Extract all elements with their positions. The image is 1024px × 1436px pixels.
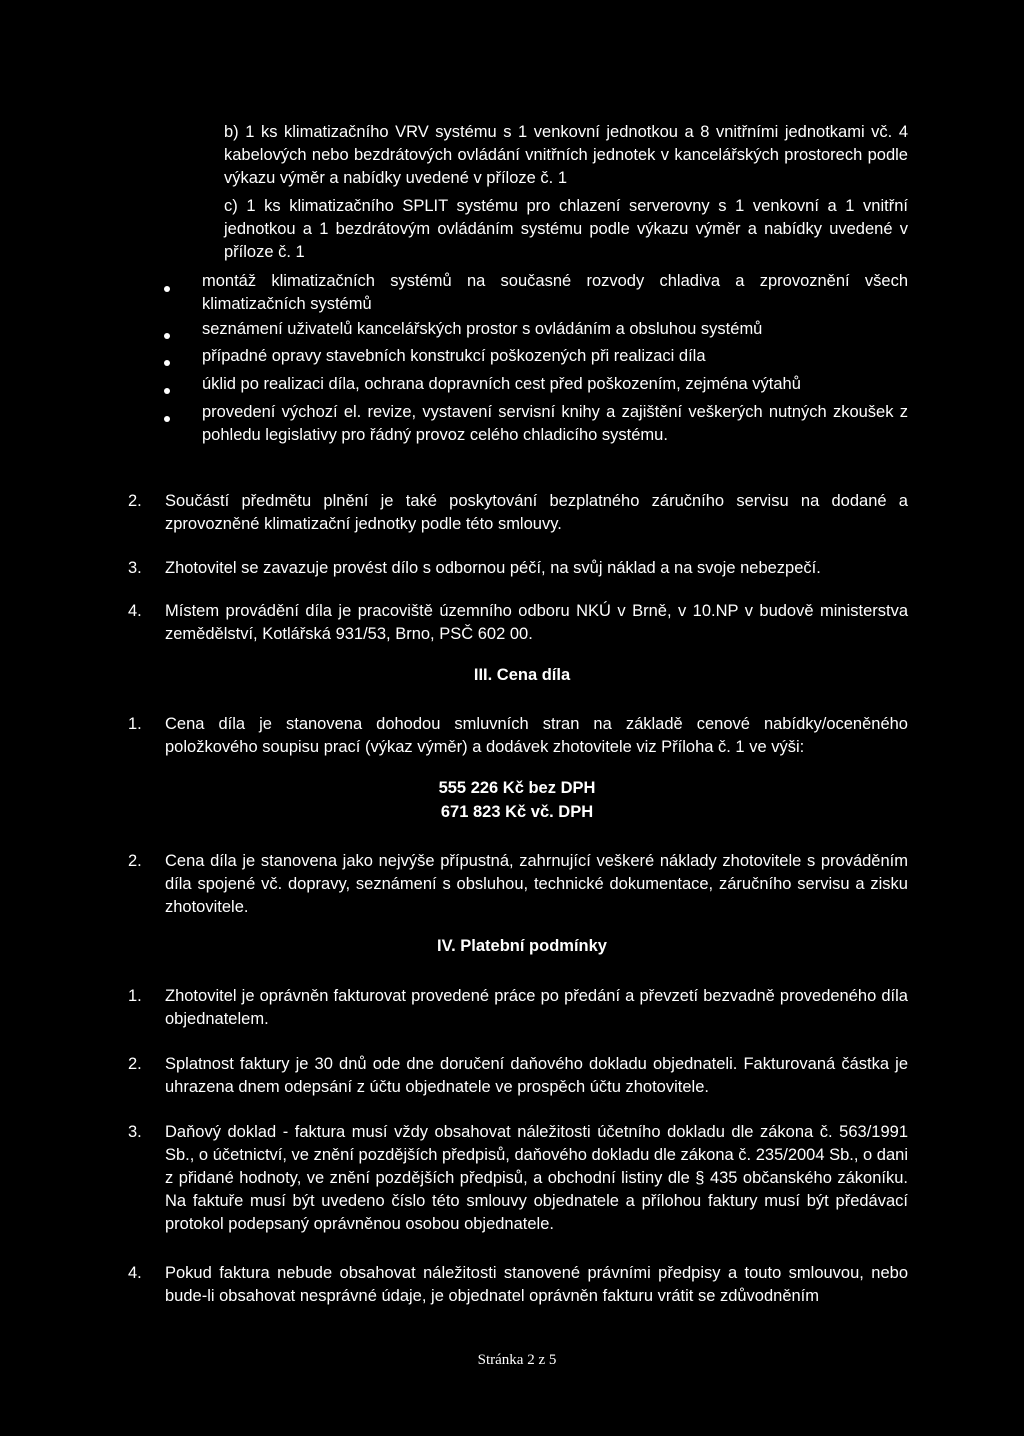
item-c: c) 1 ks klimatizačního SPLIT systému pro chlazení serverovny s 1 venkovní a 1 vnitřní jednotkou a 1 bezdrátovým ovládáním systému podle výkazu výměr a nabídky uvedené v příloze č. 1 xyxy=(224,197,908,261)
paragraph-number: 3. xyxy=(128,1123,142,1141)
bullet-dot xyxy=(164,360,170,366)
paragraph: Pokud faktura nebude obsahovat náležitosti stanovené právními předpisy a touto smlouvou, nebo bude-li obsahovat nesprávné údaje, je objednatel oprávněn fakturu vrátit se zdůvodněním xyxy=(165,1264,908,1305)
paragraph: Součástí předmětu plnění je také poskytování bezplatného záručního servisu na dodané a zprovozněné klimatizační jednotky podle této smlouvy. xyxy=(165,492,908,533)
bullet-item: případné opravy stavebních konstrukcí poškozených při realizaci díla xyxy=(202,347,706,365)
section-heading-price: III. Cena díla xyxy=(473,666,571,684)
paragraph: Daňový doklad - faktura musí vždy obsahovat náležitosti účetního dokladu dle zákona č. 563/1991 Sb., o účetnictví, ve znění pozdějších předpisů, daňového dokladu dle zákona č. 235/2004 Sb., o dani z přidané hodnoty, ve znění pozdějších předpisů, a obchodní listiny dle § 435 občanského zákoníku. Na faktuře musí být uvedeno číslo této smlouvy objednatele a přílohou faktury musí být předávací protokol podepsaný oprávněnou osobou objednatele. xyxy=(165,1123,909,1233)
paragraph: Cena díla je stanovena dohodou smluvních stran na základě cenové nabídky/oceněného položkového soupisu prací (výkaz výměr) a dodávek zhotovitele viz Příloha č. 1 ve výši: xyxy=(165,715,908,756)
bullet-dot xyxy=(164,388,170,394)
paragraph: Zhotovitel je oprávněn fakturovat provedené práce po předání a převzetí bezvadně provedeného díla objednatelem. xyxy=(165,987,908,1028)
paragraph-number: 4. xyxy=(128,1264,142,1282)
price-without-vat: 555 226 Kč bez DPH xyxy=(438,779,596,797)
paragraph: Zhotovitel se zavazuje provést dílo s odbornou péčí, na svůj náklad a na svoje nebezpečí. xyxy=(165,559,821,577)
bullet-dot xyxy=(164,416,170,422)
bullet-item: provedení výchozí el. revize, vystavení servisní knihy a zajištění veškerých nutných zkoušek z pohledu legislativy pro řádný provoz celého chladicího systému. xyxy=(202,403,908,444)
paragraph-number: 2. xyxy=(128,852,142,870)
paragraph: Splatnost faktury je 30 dnů ode dne doručení daňového dokladu objednateli. Fakturovaná částka je uhrazena dnem odepsání z účtu objednatele ve prospěch účtu zhotovitele. xyxy=(165,1055,908,1096)
bullet-item: seznámení uživatelů kancelářských prostor s ovládáním a obsluhou systémů xyxy=(202,320,763,338)
paragraph-number: 4. xyxy=(128,602,142,620)
page-number: Stránka 2 z 5 xyxy=(477,1352,557,1368)
item-b: b) 1 ks klimatizačního VRV systému s 1 venkovní jednotkou a 8 vnitřními jednotkami vč. 4 kabelových nebo bezdrátových ovládání vnitřních jednotek v kancelářských prostorech podle výkazu výměr a nabídky uvedené v příloze č. 1 xyxy=(224,123,908,187)
paragraph: Místem provádění díla je pracoviště územního odboru NKÚ v Brně, v 10.NP v budově ministerstva zemědělství, Kotlářská 931/53, Brno, PSČ 602 00. xyxy=(165,602,908,643)
paragraph-number: 2. xyxy=(128,492,142,510)
bullet-item: úklid po realizaci díla, ochrana dopravních cest před poškozením, zejména výtahů xyxy=(202,375,801,393)
paragraph-number: 2. xyxy=(128,1055,142,1073)
bullet-dot xyxy=(164,333,170,339)
paragraph-number: 1. xyxy=(128,987,142,1005)
section-heading-payment: IV. Platební podmínky xyxy=(437,937,607,955)
bullet-item: montáž klimatizačních systémů na současné rozvody chladiva a zprovoznění všech klimatizačních systémů xyxy=(202,272,908,313)
bullet-dot xyxy=(164,286,170,292)
paragraph-number: 1. xyxy=(128,715,142,733)
paragraph: Cena díla je stanovena jako nejvýše přípustná, zahrnující veškeré náklady zhotovitele s prováděním díla spojené vč. dopravy, seznámení s obsluhou, technické dokumentace, záručního servisu a zisku zhotovitele. xyxy=(165,852,908,916)
price-with-vat: 671 823 Kč vč. DPH xyxy=(440,803,594,821)
paragraph-number: 3. xyxy=(128,559,142,577)
